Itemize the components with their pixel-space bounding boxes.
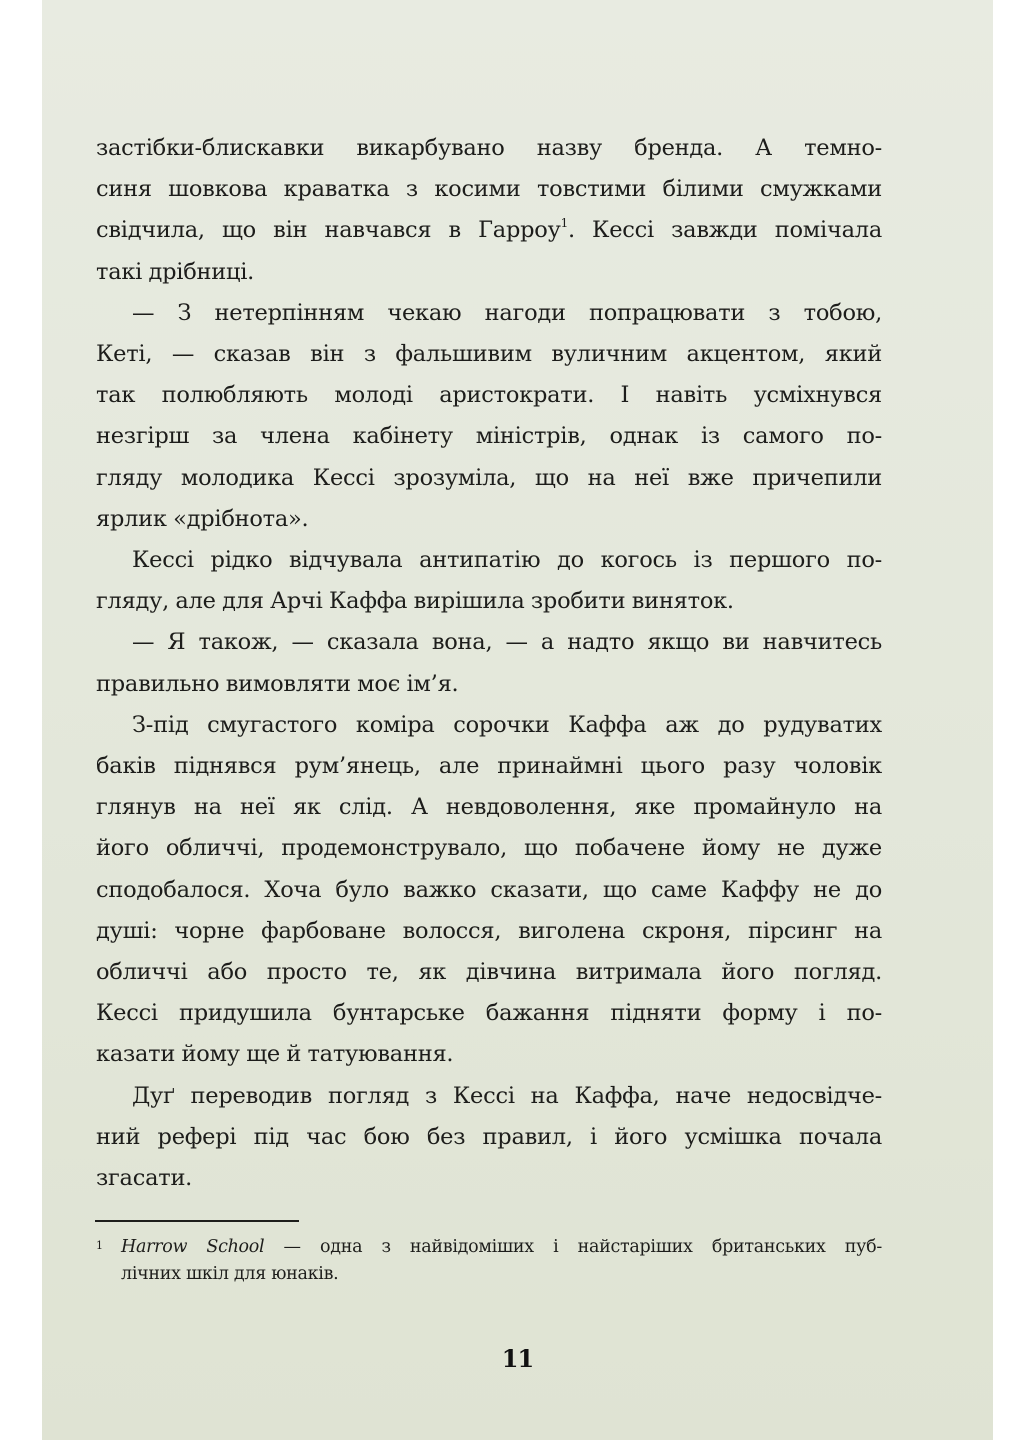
text-line: — Я також, — сказала вона, — а надто якщо ви навчитесь xyxy=(132,629,882,656)
text-line: такі дрібниці. xyxy=(96,258,255,285)
footnote xyxy=(96,1234,882,1288)
footnote-reference[interactable]: 1 xyxy=(560,215,568,230)
paragraph xyxy=(96,128,882,293)
text-line: З-під смугастого коміра сорочки Каффа аж до рудуватих xyxy=(132,711,882,738)
text-line: душі: чорне фарбоване волосся, виголена скроня, пірсинг на xyxy=(96,917,882,944)
text-segment: свідчила, що він навчався в Гарроу xyxy=(96,217,561,244)
text-line: Кессі рідко відчувала антипатію до когось із першого по- xyxy=(132,547,882,574)
footnote-line: лічних шкіл для юнаків. xyxy=(121,1264,339,1284)
paragraph xyxy=(96,622,882,704)
footnote-text: — одна з найвідоміших і найстаріших британських пуб- xyxy=(264,1237,882,1257)
text-line: Кессі придушила бунтарське бажання підняти форму і по- xyxy=(96,1000,882,1027)
body-text xyxy=(96,128,882,1199)
footnote-line xyxy=(96,1234,882,1261)
page-number: 11 xyxy=(501,1344,534,1373)
text-line: правильно вимовляти моє ім’я. xyxy=(96,670,459,697)
text-line: баків піднявся рум’янець, але принаймні цього разу чоловік xyxy=(96,753,882,780)
text-line: незгірш за члена кабінету міністрів, однак із самого по- xyxy=(96,423,882,450)
text-line: казати йому ще й татуювання. xyxy=(96,1041,454,1068)
paragraph xyxy=(96,293,882,540)
text-line: Дуґ переводив погляд з Кессі на Каффа, наче недосвідче- xyxy=(132,1082,882,1109)
text-line: обличчі або просто те, як дівчина витримала його погляд. xyxy=(96,959,882,986)
text-line: синя шовкова краватка з косими товстими білими смужками xyxy=(96,176,882,203)
text-line: ний рефері під час бою без правил, і його усмішка почала xyxy=(96,1123,882,1150)
book-page xyxy=(42,0,993,1440)
text-line: так полюбляють молоді аристократи. І навіть усміхнувся xyxy=(96,382,882,409)
footnote-number: 1 xyxy=(96,1239,103,1252)
footnote-term: Harrow School xyxy=(121,1237,265,1257)
paragraph xyxy=(96,540,882,622)
text-line: гляду молодика Кессі зрозуміла, що на неї вже причепили xyxy=(96,464,882,491)
text-segment: . Кессі завжди помічала xyxy=(567,217,882,244)
text-line: — З нетерпінням чекаю нагоди попрацювати з тобою, xyxy=(132,299,882,326)
text-line: глянув на неї як слід. А невдоволення, яке промайнуло на xyxy=(96,794,882,821)
text-line: застібки-блискавки викарбувано назву бренда. А темно- xyxy=(96,135,882,161)
paragraph xyxy=(96,1076,882,1200)
text-line: ярлик «дрібнота». xyxy=(96,505,309,532)
text-line xyxy=(96,210,882,251)
text-line: гляду, але для Арчі Каффа вирішила зробити виняток. xyxy=(96,588,734,615)
text-line: згасати. xyxy=(96,1165,193,1192)
footnote-divider xyxy=(95,1220,299,1222)
text-line: Кеті, — сказав він з фальшивим вуличним акцентом, який xyxy=(96,341,882,368)
text-line: сподобалося. Хоча було важко сказати, що саме Каффу не до xyxy=(96,876,882,903)
paragraph xyxy=(96,705,882,1076)
text-line: його обличчі, продемонструвало, що побачене йому не дуже xyxy=(96,835,882,862)
